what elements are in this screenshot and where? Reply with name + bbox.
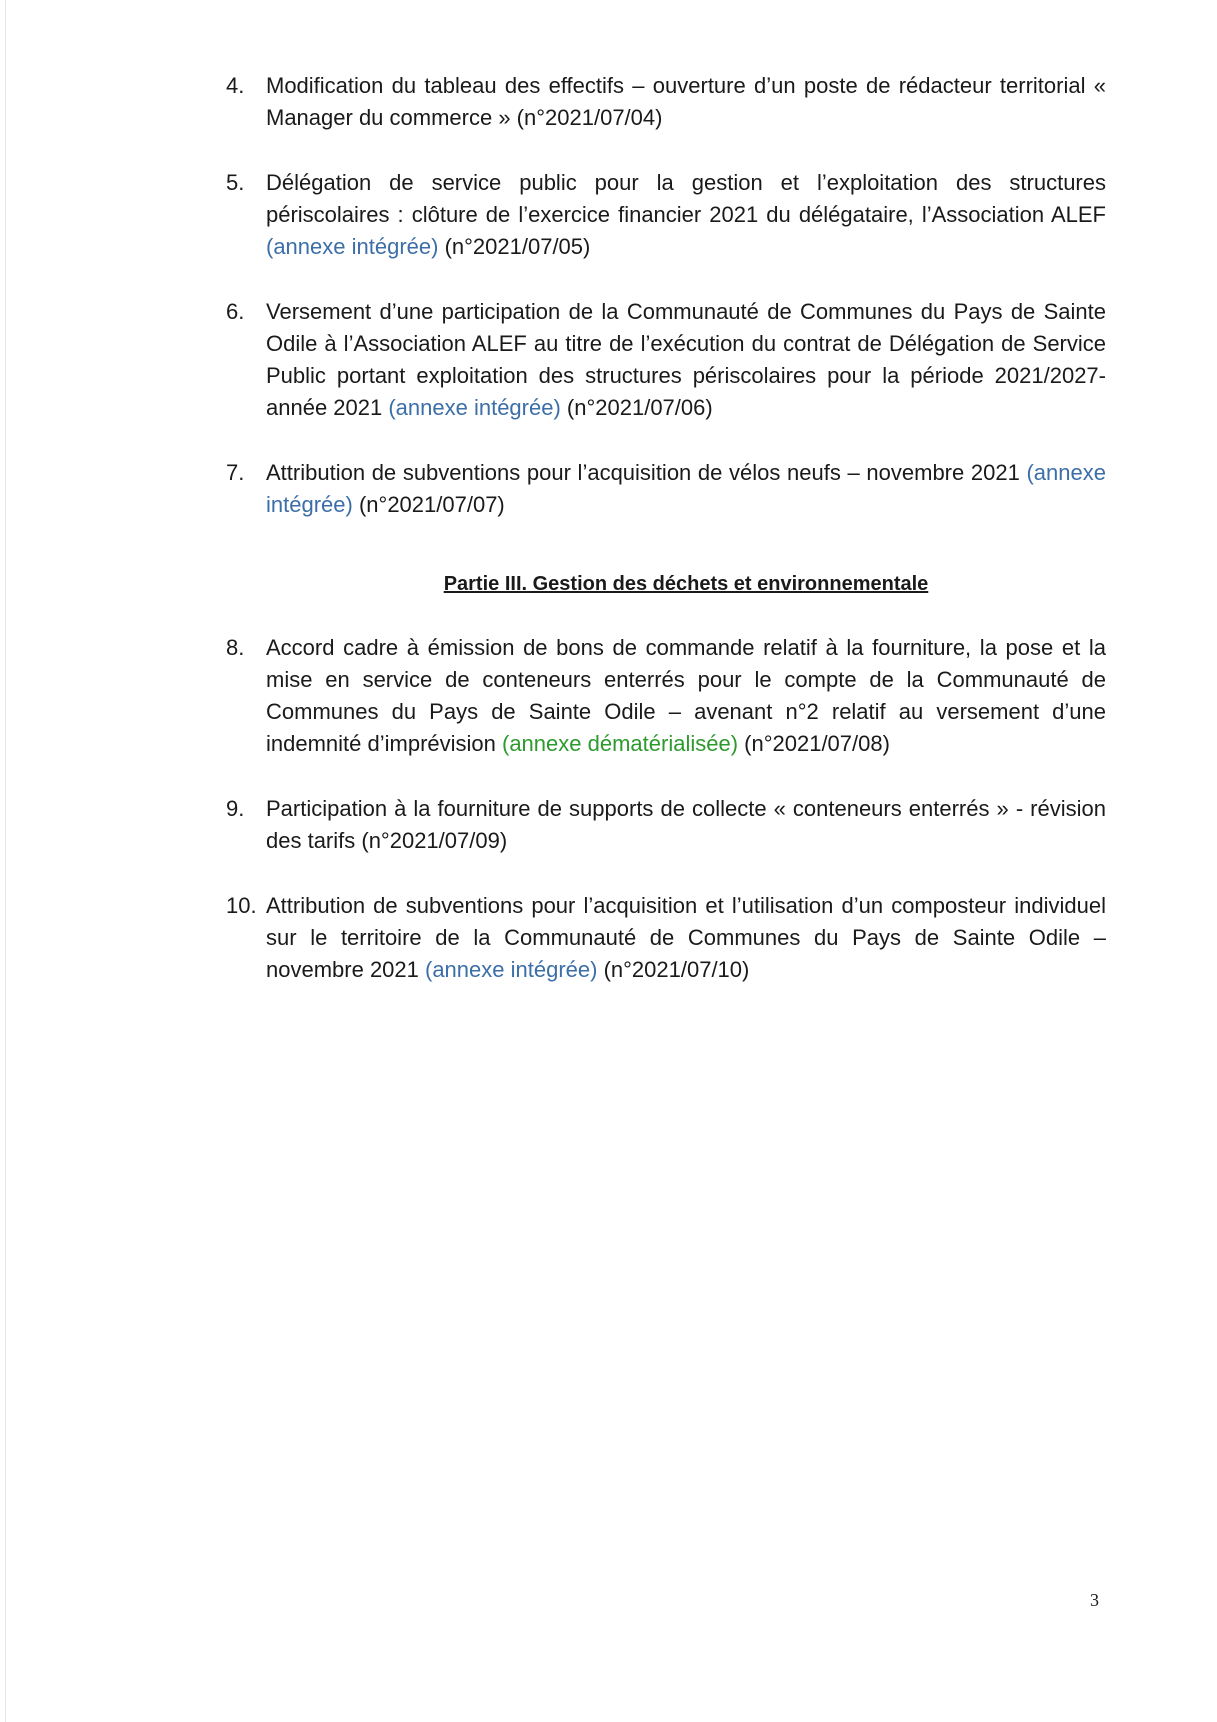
agenda-item-5 [226,167,1106,263]
agenda-item-6 [226,296,1106,424]
agenda-item-4 [226,70,1106,134]
scan-edge-line [5,0,6,1722]
item-text: Modification du tableau des effectifs – ouverture d’un poste de rédacteur territorial « Manager du commerce » (n°2021/07/04) [266,73,1106,130]
item-number: 6. [226,299,245,324]
item-text: Attribution de subventions pour l’acquisition de vélos neufs – novembre 2021 [266,460,1027,485]
annex-note: (annexe intégrée) [266,460,1106,517]
item-ref: (n°2021/07/05) [438,234,591,259]
annex-note: (annexe intégrée) [388,395,561,420]
agenda-item-9 [226,793,1106,857]
item-text: Accord cadre à émission de bons de commande relatif à la fourniture, la pose et la mise en service de conteneurs enterrés pour le compte de la Communauté de Communes du Pays de Sainte Odile – avenant n°2 relatif au versement d’une indemnité d’imprévision [266,635,1106,756]
item-number: 10. [226,893,257,918]
item-ref: (n°2021/07/06) [560,395,713,420]
item-text: Participation à la fourniture de supports de collecte « conteneurs enterrés » - révision des tarifs (n°2021/07/09) [266,796,1106,853]
item-number: 9. [226,796,245,821]
item-text: Attribution de subventions pour l’acquisition et l’utilisation d’un composteur individuel sur le territoire de la Communauté de Communes du Pays de Sainte Odile – novembre 2021 [266,893,1106,982]
annex-note: (annexe intégrée) [266,234,439,259]
item-number: 8. [226,635,245,660]
item-ref: (n°2021/07/08) [738,731,890,756]
item-ref: (n°2021/07/10) [597,957,750,982]
annex-note: (annexe intégrée) [425,957,598,982]
item-number: 7. [226,460,245,485]
item-text: Délégation de service public pour la gestion et l’exploitation des structures périscolaires : clôture de l’exercice financier 2021 du délégataire, l’Association ALEF [266,170,1106,227]
item-ref: (n°2021/07/07) [352,492,505,517]
agenda-content [226,70,1106,1019]
page-number: 3 [1090,1590,1099,1610]
item-number: 5. [226,170,245,195]
annex-note: (annexe dématérialisée) [502,731,739,756]
section-heading: Partie III. Gestion des déchets et environnementale [443,573,929,595]
agenda-item-10 [226,890,1106,986]
item-text: Versement d’une participation de la Communauté de Communes du Pays de Sainte Odile à l’Association ALEF au titre de l’exécution du contrat de Délégation de Service Public portant exploitation des structures périscolaires pour la période 2021/2027- année 2021 [266,299,1106,420]
item-number: 4. [226,73,245,98]
agenda-item-7 [226,457,1106,521]
agenda-item-8 [226,632,1106,760]
